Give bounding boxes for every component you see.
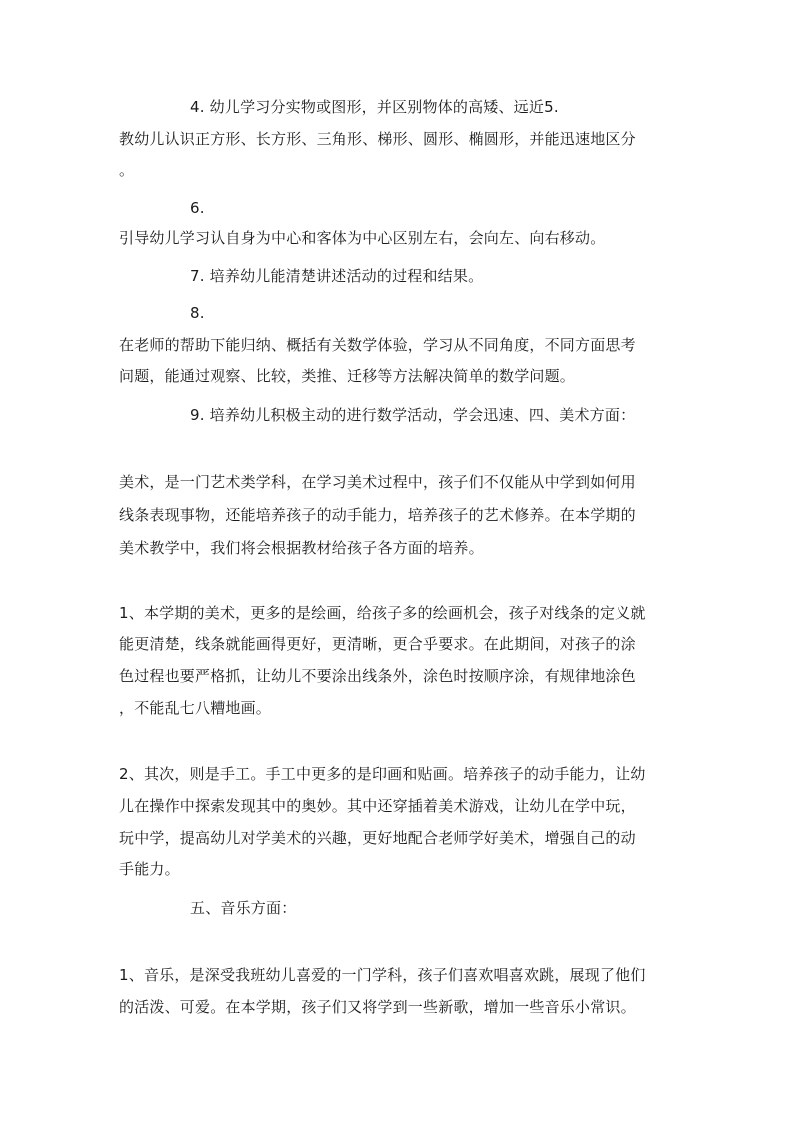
text-line: 引导幼儿学习认自身为中心和客体为中心区别左右，会向左、向右移动。	[119, 229, 606, 247]
text-line: ，不能乱七八糟地画。	[119, 699, 272, 717]
text-line: 1、音乐，是深受我班幼儿喜爱的一门学科，孩子们喜欢唱喜欢跳，展现了他们	[119, 966, 646, 984]
text-line: 7. 培养幼儿能清楚讲述活动的过程和结果。	[190, 267, 484, 285]
text-line: 教幼儿认识正方形、长方形、三角形、梯形、圆形、椭圆形，并能迅速地区分	[119, 130, 636, 148]
text-line: 6.	[190, 199, 205, 217]
text-line: 线条表现事物，还能培养孩子的动手能力，培养孩子的艺术修养。在本学期的	[119, 506, 636, 524]
text-line: 。	[119, 161, 135, 179]
text-line: 的活泼、可爱。在本学期，孩子们又将学到一些新歌，增加一些音乐小常识。	[119, 998, 636, 1016]
text-line: 儿在操作中探索发现其中的奥妙。其中还穿插着美术游戏，让幼儿在学中玩，	[119, 797, 636, 815]
text-line: 1、本学期的美术，更多的是绘画，给孩子多的绘画机会，孩子对线条的定义就	[119, 604, 646, 622]
text-line: 8.	[190, 304, 205, 322]
text-line: 美术，是一门艺术类学科，在学习美术过程中，孩子们不仅能从中学到如何用	[119, 473, 636, 491]
text-line: 9. 培养幼儿积极主动的进行数学活动，学会迅速、四、美术方面：	[190, 406, 636, 424]
text-line: 能更清楚，线条就能画得更好，更清晰，更合乎要求。在此期间，对孩子的涂	[119, 635, 636, 653]
text-line: 问题，能通过观察、比较，类推、迁移等方法解决简单的数学问题。	[119, 367, 576, 385]
text-line: 在老师的帮助下能归纳、概括有关数学体验，学习从不同角度，不同方面思考	[119, 336, 636, 354]
text-line: 手能力。	[119, 860, 180, 878]
section-heading: 五、音乐方面：	[190, 899, 297, 917]
text-line: 玩中学，提高幼儿对学美术的兴趣，更好地配合老师学好美术，增强自己的动	[119, 829, 636, 847]
text-line: 美术教学中，我们将会根据教材给孩子各方面的培养。	[119, 539, 484, 557]
text-line: 2、其次，则是手工。手工中更多的是印画和贴画。培养孩子的动手能力，让幼	[119, 765, 646, 783]
text-line: 4. 幼儿学习分实物或图形，并区别物体的高矮、远近5.	[190, 98, 559, 116]
text-line: 色过程也要严格抓，让幼儿不要涂出线条外，涂色时按顺序涂，有规律地涂色	[119, 667, 636, 685]
